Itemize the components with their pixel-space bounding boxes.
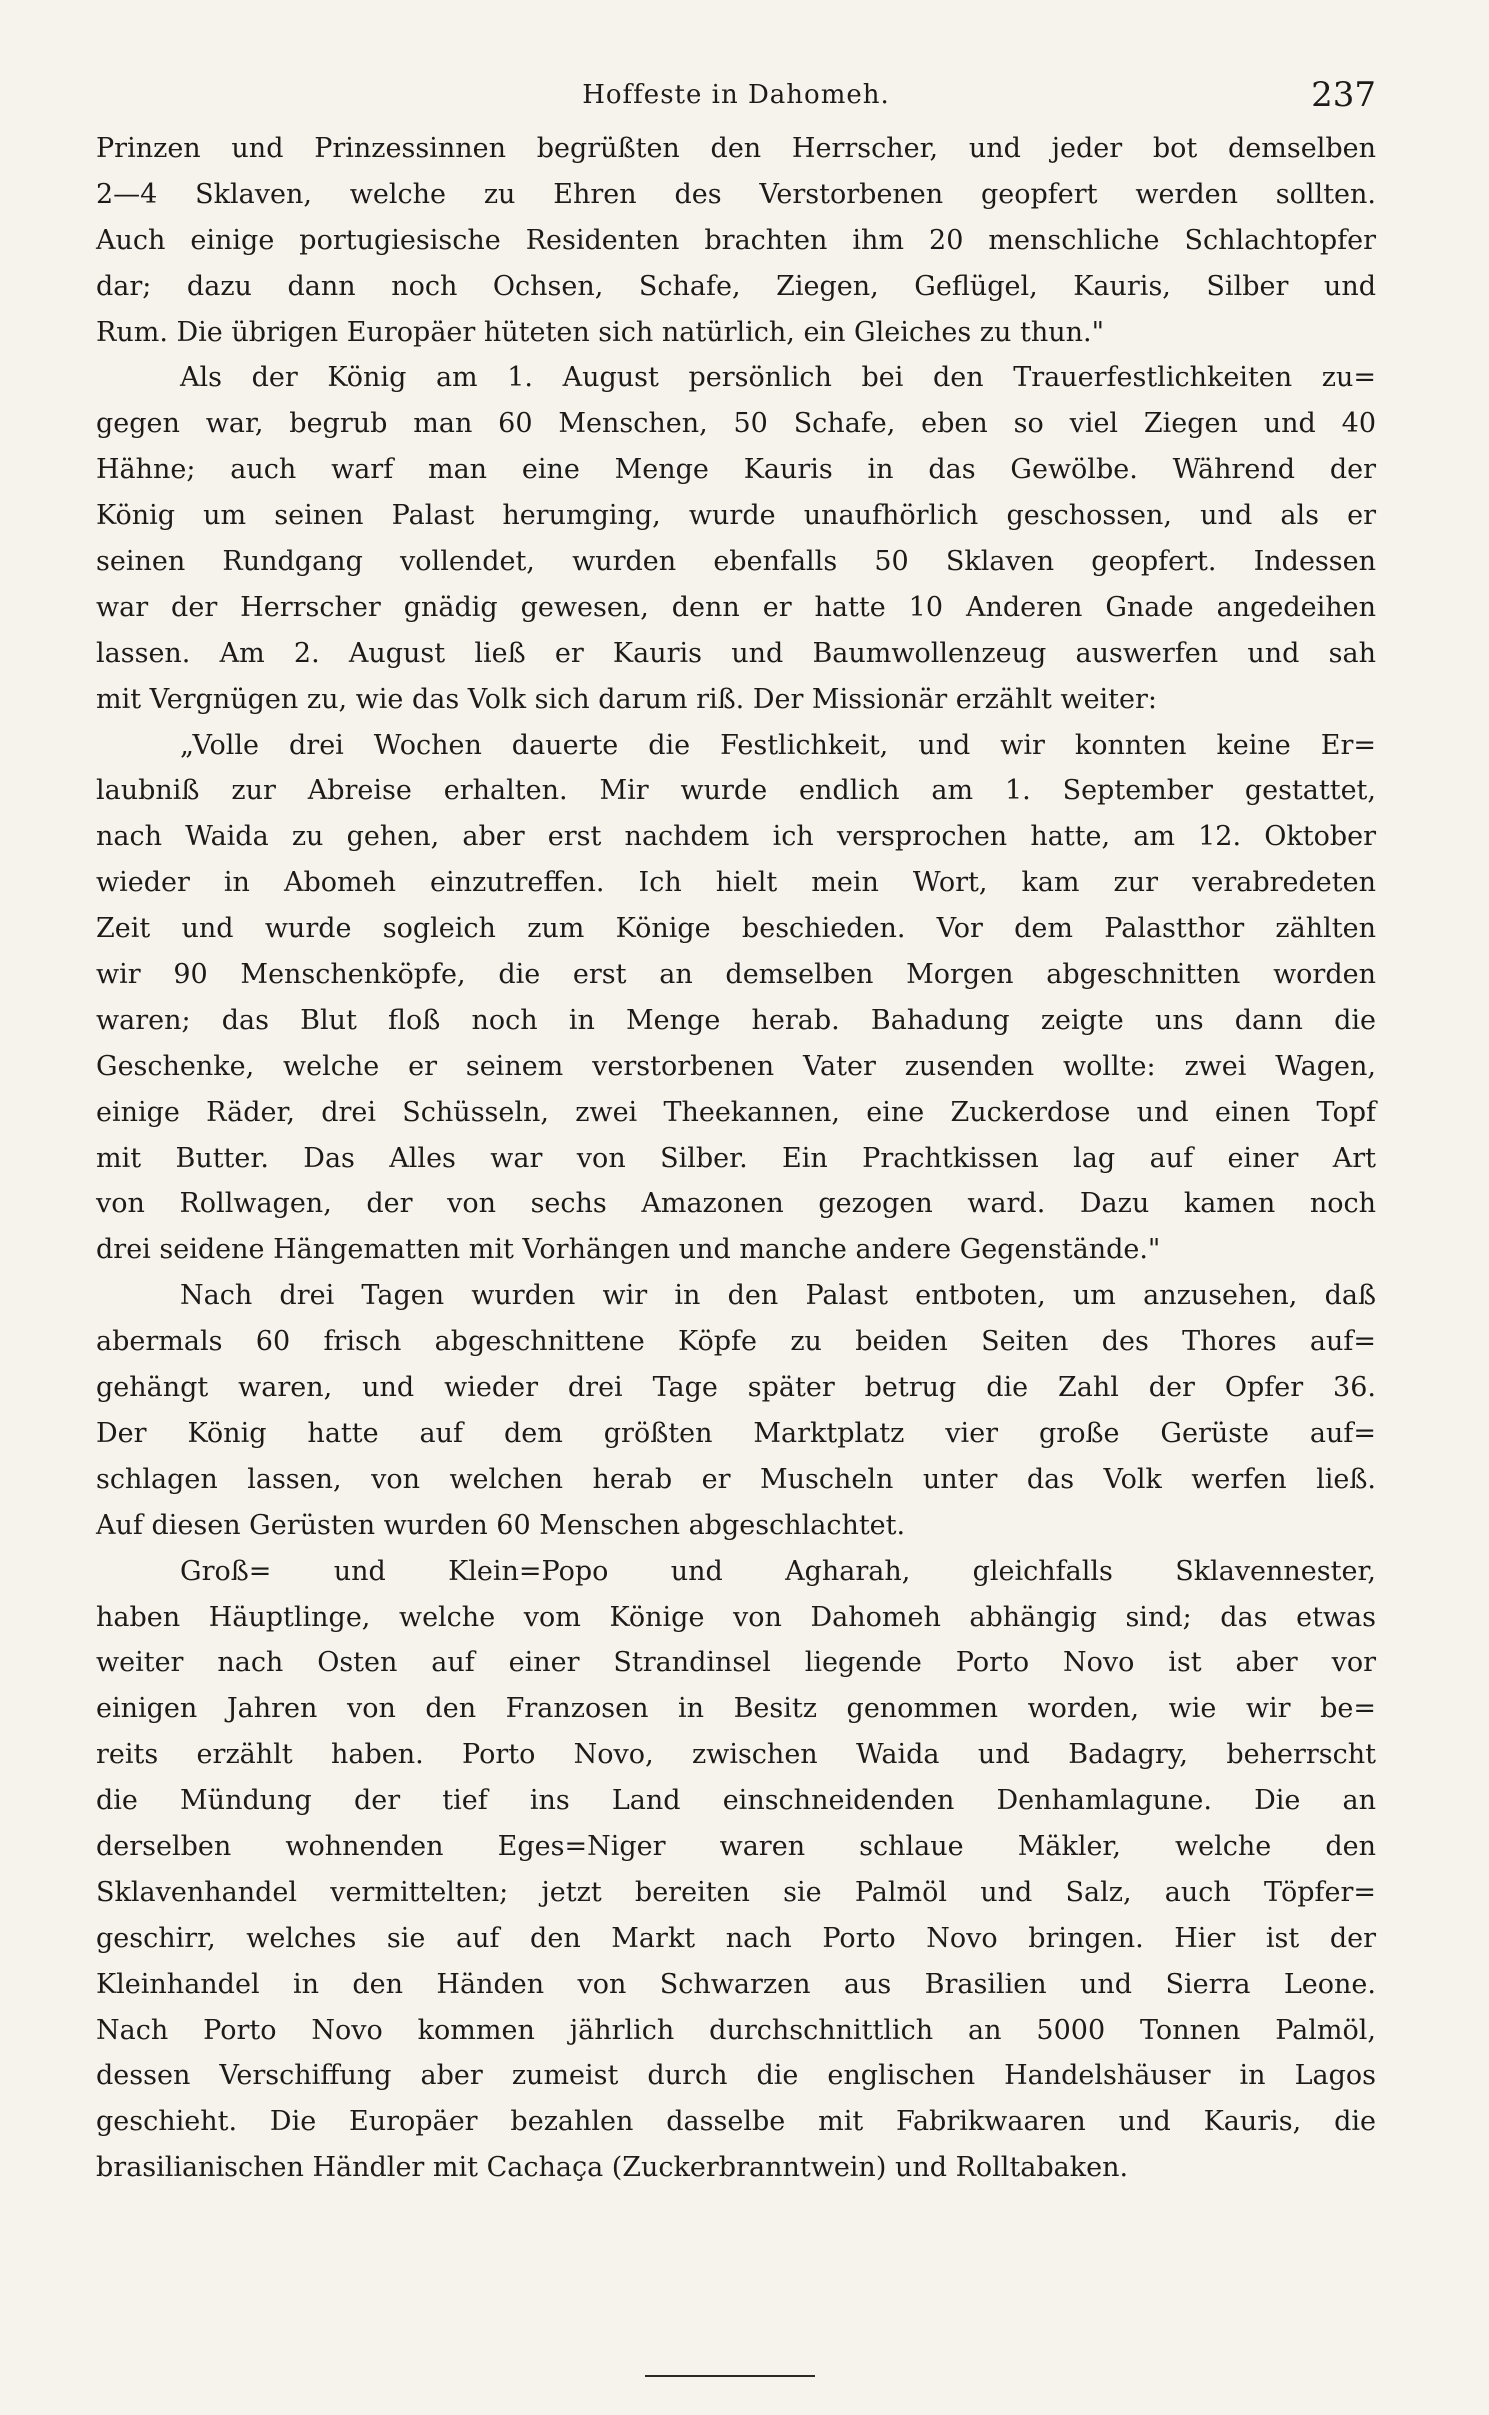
text-line: wir 90 Menschenköpfe, die erst an demselben Morgen abgeschnitten worden [96,959,1376,991]
body-text [96,126,1376,2191]
paragraph [96,723,1376,1274]
text-line: einige Räder, drei Schüsseln, zwei Theekannen, eine Zuckerdose und einen Topf [96,1096,1376,1128]
text-line: Als der König am 1. August persönlich bei den Trauerfestlichkeiten zu= [180,362,1376,394]
running-title: Hoffeste in Dahomeh. [582,80,890,110]
text-line: von Rollwagen, der von sechs Amazonen gezogen ward. Dazu kamen noch [96,1188,1376,1220]
text-line: mit Vergnügen zu, wie das Volk sich darum riß. Der Missionär erzählt weiter: [96,683,1158,715]
text-line: dessen Verschiffung aber zumeist durch die englischen Handelshäuser in Lagos [96,2060,1376,2092]
text-line: Nach Porto Novo kommen jährlich durchschnittlich an 5000 Tonnen Palmöl, [96,2014,1376,2046]
footer-rule [645,2375,815,2377]
text-line: seinen Rundgang vollendet, wurden ebenfalls 50 Sklaven geopfert. Indessen [96,546,1376,578]
text-line: nach Waida zu gehen, aber erst nachdem ich versprochen hatte, am 12. Oktober [96,821,1376,853]
text-line: Auch einige portugiesische Residenten brachten ihm 20 menschliche Schlachtopfer [96,224,1376,256]
text-line: 2—4 Sklaven, welche zu Ehren des Verstorbenen geopfert werden sollten. [96,178,1376,210]
text-line: drei seidene Hängematten mit Vorhängen und manche andere Gegenstände." [96,1234,1161,1266]
page-number: 237 [1311,75,1376,115]
text-line: „Volle drei Wochen dauerte die Festlichkeit, und wir konnten keine Er= [180,729,1376,761]
paragraph [96,1549,1376,2191]
text-line: schlagen lassen, von welchen herab er Muscheln unter das Volk werfen ließ. [96,1463,1376,1495]
text-line: brasilianischen Händler mit Cachaça (Zuckerbranntwein) und Rolltabaken. [96,2152,1129,2184]
text-line: Nach drei Tagen wurden wir in den Palast entboten, um anzusehen, daß [180,1280,1376,1312]
text-line: laubniß zur Abreise erhalten. Mir wurde endlich am 1. September gestattet, [96,775,1376,807]
text-line: Der König hatte auf dem größten Marktplatz vier große Gerüste auf= [96,1417,1376,1449]
text-line: die Mündung der tief ins Land einschneidenden Denhamlagune. Die an [96,1785,1376,1817]
text-line: waren; das Blut floß noch in Menge herab. Bahadung zeigte uns dann die [96,1004,1376,1036]
text-line: gegen war, begrub man 60 Menschen, 50 Schafe, eben so viel Ziegen und 40 [96,408,1376,440]
page-header [96,70,1376,120]
text-line: Sklavenhandel vermittelten; jetzt bereiten sie Palmöl und Salz, auch Töpfer= [96,1876,1376,1908]
text-line: lassen. Am 2. August ließ er Kauris und Baumwollenzeug auswerfen und sah [96,637,1376,669]
text-line: Geschenke, welche er seinem verstorbenen Vater zusenden wollte: zwei Wagen, [96,1050,1376,1082]
text-line: Auf diesen Gerüsten wurden 60 Menschen abgeschlachtet. [96,1509,906,1541]
text-line: geschieht. Die Europäer bezahlen dasselbe mit Fabrikwaaren und Kauris, die [96,2106,1376,2138]
text-line: derselben wohnenden Eges=Niger waren schlaue Mäkler, welche den [96,1830,1376,1862]
text-line: war der Herrscher gnädig gewesen, denn er hatte 10 Anderen Gnade angedeihen [96,591,1376,623]
text-line: abermals 60 frisch abgeschnittene Köpfe zu beiden Seiten des Thores auf= [96,1326,1376,1358]
text-line: Groß= und Klein=Popo und Agharah, gleichfalls Sklavennester, [180,1555,1376,1587]
text-line: gehängt waren, und wieder drei Tage später betrug die Zahl der Opfer 36. [96,1372,1376,1404]
text-line: haben Häuptlinge, welche vom Könige von Dahomeh abhängig sind; das etwas [96,1601,1376,1633]
text-line: Hähne; auch warf man eine Menge Kauris in das Gewölbe. Während der [96,454,1376,486]
text-line: reits erzählt haben. Porto Novo, zwischen Waida und Badagry, beherrscht [96,1739,1376,1771]
text-line: Kleinhandel in den Händen von Schwarzen aus Brasilien und Sierra Leone. [96,1968,1376,2000]
text-line: Prinzen und Prinzessinnen begrüßten den Herrscher, und jeder bot demselben [96,133,1376,164]
text-line: Rum. Die übrigen Europäer hüteten sich natürlich, ein Gleiches zu thun." [96,316,1105,348]
text-line: einigen Jahren von den Franzosen in Besitz genommen worden, wie wir be= [96,1693,1376,1725]
paragraph [96,1273,1376,1548]
text-line: dar; dazu dann noch Ochsen, Schafe, Ziegen, Geflügel, Kauris, Silber und [96,270,1376,302]
text-line: König um seinen Palast herumging, wurde unaufhörlich geschossen, und als er [96,500,1376,532]
text-line: mit Butter. Das Alles war von Silber. Ein Prachtkissen lag auf einer Art [96,1142,1376,1174]
text-line: geschirr, welches sie auf den Markt nach Porto Novo bringen. Hier ist der [96,1922,1376,1954]
paragraph [96,126,1376,355]
text-line: weiter nach Osten auf einer Strandinsel liegende Porto Novo ist aber vor [96,1647,1376,1679]
text-line: wieder in Abomeh einzutreffen. Ich hielt mein Wort, kam zur verabredeten [96,867,1376,899]
paragraph [96,355,1376,722]
text-line: Zeit und wurde sogleich zum Könige beschieden. Vor dem Palastthor zählten [96,913,1376,945]
